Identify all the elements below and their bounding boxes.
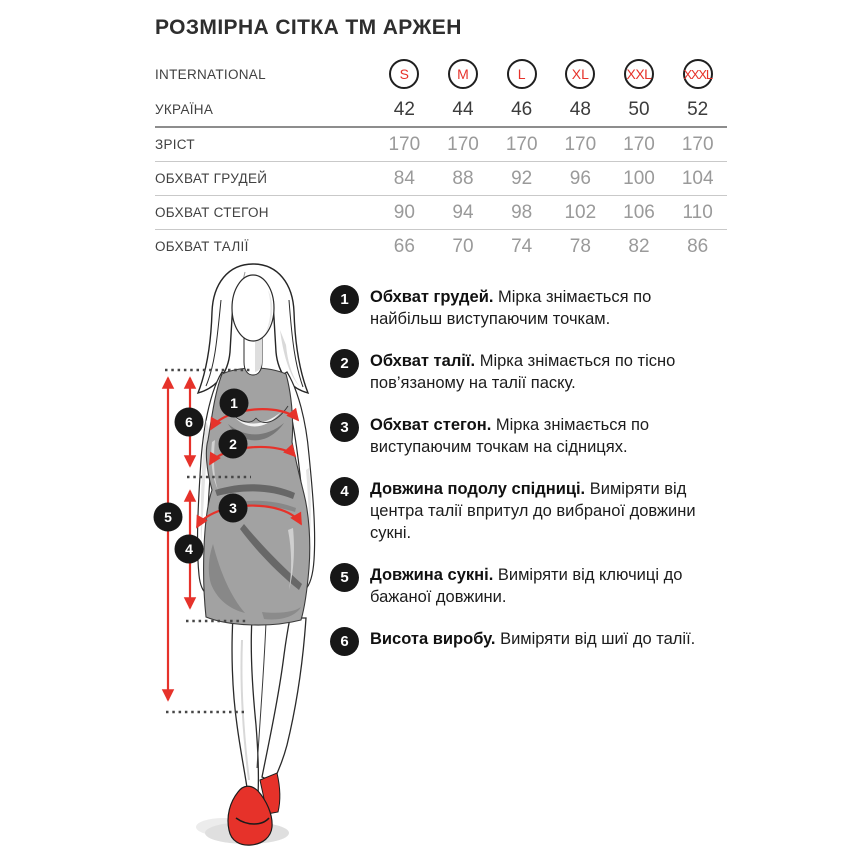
instruction-term: Висота виробу. (370, 630, 496, 648)
ukraine-size: 46 (511, 98, 533, 120)
instruction-description: Мірка знімається по виступаючим точкам на сідницях. (370, 416, 650, 456)
instruction-item-product-height (330, 628, 728, 656)
waist-value: 74 (511, 235, 533, 257)
row-label-international: INTERNATIONAL (155, 66, 266, 82)
figure-marker-5 (154, 503, 183, 532)
row-label-ukraine: УКРАЇНА (155, 102, 214, 117)
instruction-description: Мірка знімається по найбільш виступаючим точкам. (370, 288, 652, 328)
measurement-instructions (330, 286, 728, 676)
instruction-term: Довжина подолу спідниці. (370, 480, 586, 498)
instruction-description: Мірка знімається по тісно пов’язаному на талії паску. (370, 352, 676, 392)
hips-value: 110 (682, 201, 713, 223)
instruction-item-bust (330, 286, 728, 330)
svg-text:6: 6 (185, 414, 193, 430)
figure-marker-2 (219, 430, 248, 459)
svg-text:5: 5 (164, 509, 172, 525)
size-badge-m: M (448, 59, 478, 89)
instruction-item-skirt-length (330, 478, 728, 544)
figure-marker-6 (175, 408, 204, 437)
row-label-waist: ОБХВАТ ТАЛІЇ (155, 239, 249, 254)
instruction-item-dress-length (330, 564, 728, 608)
instruction-term: Довжина сукні. (370, 566, 494, 584)
figure-marker-3 (219, 494, 248, 523)
waist-value: 82 (628, 235, 650, 257)
page-title: РОЗМІРНА СІТКА ТМ АРЖЕН (155, 16, 462, 39)
ukraine-size: 44 (452, 98, 474, 120)
hips-value: 90 (393, 201, 415, 223)
instruction-number-badge: 6 (330, 627, 359, 656)
bust-value: 100 (623, 167, 655, 189)
row-label-height: ЗРІСТ (155, 137, 195, 152)
waist-value: 66 (393, 235, 415, 257)
instruction-term: Обхват стегон. (370, 416, 492, 434)
height-value: 170 (505, 133, 538, 155)
bust-value: 92 (511, 167, 533, 189)
instruction-description: Виміряти від ключиці до бажаної довжини. (370, 566, 683, 606)
row-label-hips: ОБХВАТ СТЕГОН (155, 205, 269, 220)
height-value: 170 (681, 133, 714, 155)
instruction-number-badge: 5 (330, 563, 359, 592)
svg-text:2: 2 (229, 436, 237, 452)
hips-value: 106 (623, 201, 655, 223)
waist-value: 78 (569, 235, 591, 257)
ukraine-size: 50 (628, 98, 650, 120)
instruction-number-badge: 2 (330, 349, 359, 378)
instruction-number-badge: 1 (330, 285, 359, 314)
height-value: 170 (623, 133, 655, 155)
ukraine-size: 48 (569, 98, 591, 120)
height-value: 170 (564, 133, 597, 155)
size-badge-xl: XL (565, 59, 595, 89)
size-badge-xxl: XXL (624, 59, 654, 89)
bust-value: 96 (569, 167, 591, 189)
figure-face (232, 275, 274, 375)
instruction-number-badge: 3 (330, 413, 359, 442)
hips-value: 102 (564, 201, 597, 223)
height-value: 170 (388, 133, 421, 155)
bust-value: 104 (681, 167, 714, 189)
svg-text:4: 4 (185, 541, 193, 557)
hips-value: 94 (452, 201, 474, 223)
instruction-description: Виміряти від центра талії впритул до вибраної довжини сукні. (370, 480, 696, 542)
ukraine-size: 52 (687, 98, 709, 120)
size-badge-xxxl: XXXL (683, 59, 713, 89)
figure-legs (232, 616, 306, 795)
waist-value: 70 (452, 235, 474, 257)
instruction-number-badge: 4 (330, 477, 359, 506)
instruction-term: Обхват талії. (370, 352, 476, 370)
instruction-item-hips (330, 414, 728, 458)
waist-value: 86 (687, 235, 709, 257)
bust-value: 88 (452, 167, 474, 189)
instruction-item-waist (330, 350, 728, 394)
size-badge-l: L (507, 59, 537, 89)
instruction-term: Обхват грудей. (370, 288, 494, 306)
svg-text:3: 3 (229, 500, 237, 516)
bust-value: 84 (393, 167, 415, 189)
hips-value: 98 (511, 201, 533, 223)
ukraine-size: 42 (393, 98, 415, 120)
row-label-bust: ОБХВАТ ГРУДЕЙ (155, 171, 268, 186)
figure-marker-4 (175, 535, 204, 564)
figure-marker-1 (220, 389, 249, 418)
height-value: 170 (447, 133, 479, 155)
size-badge-s: S (389, 59, 419, 89)
instruction-description: Виміряти від шиї до талії. (495, 630, 696, 648)
svg-text:1: 1 (230, 395, 238, 411)
